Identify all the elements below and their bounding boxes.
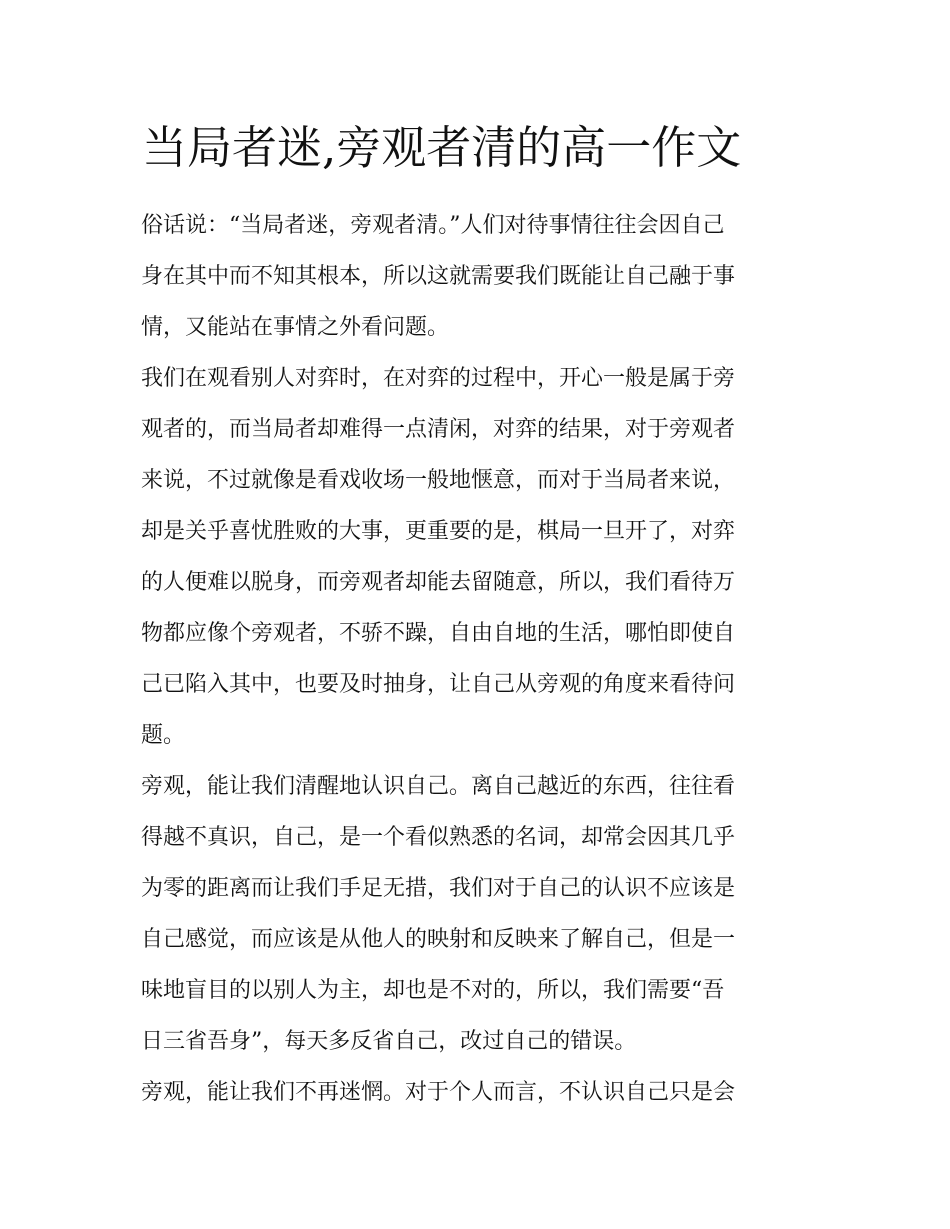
text-line: 旁观，能让我们不再迷惘。对于个人而言，不认识自己只是会: [141, 1080, 736, 1105]
text-line: 观者的，而当局者却难得一点清闲，对弈的结果，对于旁观者: [141, 417, 736, 442]
text-line: 得越不真识，自己，是一个看似熟悉的名词，却常会因其几乎: [141, 825, 736, 850]
essay-body: [141, 200, 816, 1118]
text-line: 却是关乎喜忧胜败的大事，更重要的是，棋局一旦开了，对弈: [141, 519, 736, 544]
text-line: 情，又能站在事情之外看问题。: [141, 315, 450, 340]
text-line: 俗话说：“当局者迷，旁观者清。”人们对待事情往往会因自己: [141, 213, 725, 238]
text-line: 题。: [141, 723, 186, 748]
paragraph-4: [141, 1067, 816, 1118]
text-line: 我们在观看别人对弈时，在对弈的过程中，开心一般是属于旁: [141, 366, 736, 391]
text-line: 的人便难以脱身，而旁观者却能去留随意，所以，我们看待万: [141, 570, 736, 595]
text-line: 味地盲目的以别人为主，却也是不对的，所以，我们需要“吾: [141, 978, 725, 1003]
text-line: 旁观，能让我们清醒地认识自己。离自己越近的东西，往往看: [141, 774, 736, 799]
text-line: 自己感觉，而应该是从他人的映射和反映来了解自己，但是一: [141, 927, 736, 952]
text-line: 来说，不过就像是看戏收场一般地惬意，而对于当局者来说，: [141, 468, 736, 493]
text-line: 身在其中而不知其根本，所以这就需要我们既能让自己融于事: [141, 264, 736, 289]
text-line: 为零的距离而让我们手足无措，我们对于自己的认识不应该是: [141, 876, 736, 901]
text-line: 己已陷入其中，也要及时抽身，让自己从旁观的角度来看待问: [141, 672, 736, 697]
paragraph-1: [141, 200, 816, 353]
paragraph-3: [141, 761, 816, 1067]
page-title: 当局者迷,旁观者清的高一作文: [142, 121, 742, 174]
text-line: 物都应像个旁观者，不骄不躁，自由自地的生活，哪怕即使自: [141, 621, 736, 646]
text-line: 日三省吾身”，每天多反省自己，改过自己的错误。: [141, 1029, 637, 1054]
paragraph-2: [141, 353, 816, 761]
